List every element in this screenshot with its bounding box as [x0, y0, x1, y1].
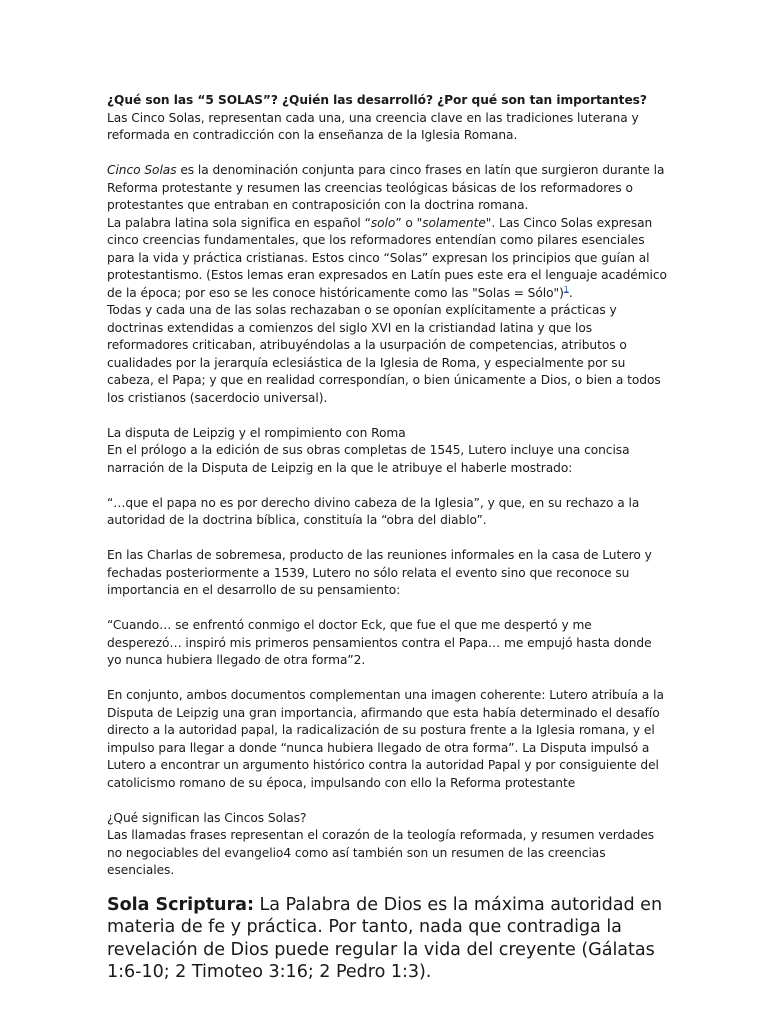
spacer — [107, 145, 667, 163]
rejection-paragraph: Todas y cada una de las solas rechazaban o se oponían explícitamente a prácticas y doctrinas extendidas a comienzos del siglo XVI en la cristiandad latina y que los reformadores criticaban, atribuyéndolas a la usurpación de competencias, atributos o cualidades por la jerarquía eclesiástica de la Iglesia de Roma, y especialmente por su cabeza, el Papa; y que en realidad correspondían, o bien únicamente a Dios, o bien a todos los cristianos (sacerdocio universal). — [107, 303, 661, 405]
significado-paragraph: Las llamadas frases representan el corazón de la teología reformada, y resumen verdades no negociables del evangelio4 como así también son un resumen de las creencias esenciales. — [107, 828, 655, 877]
intro-heading: ¿Qué son las “5 SOLAS”? ¿Quién las desarrolló? ¿Por qué son tan importantes? — [107, 93, 647, 107]
leipzig-heading: La disputa de Leipzig y el rompimiento con Roma — [107, 425, 406, 440]
document-body — [107, 92, 667, 984]
spacer — [107, 407, 667, 425]
meaning-text-4: . — [568, 285, 573, 300]
definition-paragraph — [107, 162, 667, 215]
definition-term: Cinco Solas — [107, 163, 177, 177]
spacer — [107, 600, 667, 618]
meaning-text-2: ” o " — [395, 215, 423, 230]
meaning-word-solo: solo — [370, 215, 396, 230]
spacer — [107, 792, 667, 810]
significado-heading: ¿Qué significan las Cincos Solas? — [107, 810, 307, 825]
sola-scriptura-text: La Palabra de Dios es la máxima autoridad en materia de fe y práctica. Por tanto, nada que contradiga la revelación de Dios puede regular la vida del creyente (Gálatas 1:6-10; 2 Timoteo 3:16; 2 Pedro 1:3). — [107, 894, 663, 982]
meaning-word-solamente: solamente — [422, 215, 486, 230]
meaning-paragraph — [107, 215, 667, 303]
sola-scriptura-term: Sola Scriptura: — [107, 894, 254, 915]
intro-paragraph: Las Cinco Solas, representan cada una, una creencia clave en las tradiciones luterana y reformada en contradicción con la enseñanza de la Iglesia Romana. — [107, 110, 639, 142]
definition-text: es la denominación conjunta para cinco frases en latín que surgieron durante la Reforma protestante y resumen las creencias teológicas básicas de los reformadores o protestantes que entraban en contraposición con la doctrina romana. — [107, 163, 665, 212]
charlas-quote: “Cuando… se enfrentó conmigo el doctor Eck, que fue el que me despertó y me desperezó… inspiró mis primeros pensamientos contra el Papa… me empujó hasta donde yo nunca hubiera llegado de otra forma”2. — [107, 618, 652, 667]
leipzig-quote: “…que el papa no es por derecho divino cabeza de la Iglesia”, y que, en su rechazo a la autoridad de la doctrina bíblica, constituía la “obra del diablo”. — [107, 495, 640, 527]
spacer — [107, 670, 667, 688]
footnote-link[interactable]: 1 — [563, 284, 569, 294]
spacer — [107, 477, 667, 495]
meaning-text-1: La palabra latina sola significa en español “ — [107, 215, 371, 230]
leipzig-paragraph: En el prólogo a la edición de sus obras completas de 1545, Lutero incluye una concisa narración de la Disputa de Leipzig en la que le atribuye el haberle mostrado: — [107, 443, 630, 475]
charlas-paragraph: En las Charlas de sobremesa, producto de las reuniones informales en la casa de Lutero y fechadas posteriormente a 1539, Lutero no sólo relata el evento sino que reconoce su importancia en el desarrollo de su pensamiento: — [107, 548, 652, 597]
spacer — [107, 530, 667, 548]
sola-scriptura-paragraph — [107, 894, 667, 984]
conjunto-paragraph: En conjunto, ambos documentos complementan una imagen coherente: Lutero atribuía a la Disputa de Leipzig una gran importancia, afirmando que esta había determinado el desafío directo a la autoridad papal, la radicalización de su postura frente a la Iglesia romana, y el impulso para llegar a donde “nunca hubiera llegado de otra forma”. La Disputa impulsó a Lutero a encontrar un argumento histórico contra la autoridad Papal y por consiguiente del catolicismo romano de su época, impulsando con ello la Reforma protestante — [107, 688, 664, 790]
meaning-text-3: ". Las Cinco Solas expresan cinco creencias fundamentales, que los reformadores entendían como pilares esenciales para la vida y práctica cristianas. Estos cinco “Solas” expresan los principios que guían al protestantismo. (Estos lemas eran expresados en Latín pues este era el lenguaje académico de la época; por eso se les conoce históricamente como las "Solas = Sólo") — [107, 215, 667, 300]
